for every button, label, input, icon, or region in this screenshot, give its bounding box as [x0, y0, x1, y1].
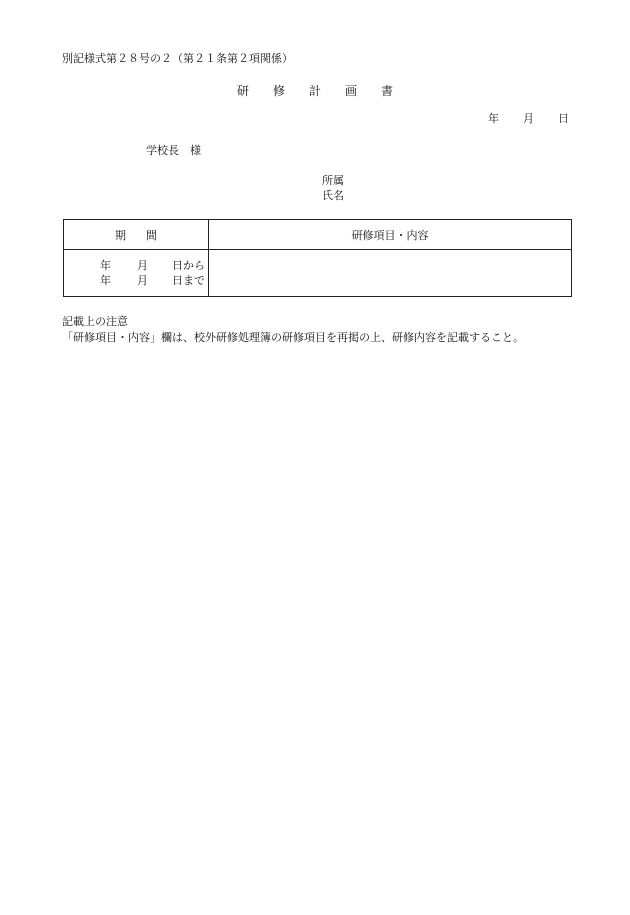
period-from-year: 年: [100, 259, 111, 272]
date-line: [488, 112, 569, 126]
title-char-2: 修: [272, 84, 285, 98]
period-to: [64, 273, 205, 288]
date-day-label: 日: [558, 112, 569, 125]
plan-table: [63, 219, 572, 297]
document-title: [0, 84, 630, 98]
title-char-3: 計: [308, 84, 321, 98]
title-char-4: 画: [345, 84, 358, 98]
addressee: 学校長 様: [146, 144, 201, 157]
date-month-label: 月: [523, 112, 534, 125]
period-from-month: 月: [137, 259, 148, 272]
notes-body: 「研修項目・内容」欄は、校外研修処理簿の研修項目を再掲の上、研修内容を記載すること。: [62, 331, 524, 344]
header-period-part1: 期: [115, 228, 126, 242]
period-cell: [64, 250, 209, 297]
affiliation-label: 所属: [322, 174, 344, 187]
period-from: [64, 258, 205, 273]
period-to-month: 月: [137, 274, 148, 287]
header-period-part2: 間: [146, 228, 157, 242]
period-from-day: 日から: [172, 259, 205, 272]
content-cell: [209, 250, 572, 297]
name-label: 氏名: [322, 189, 344, 202]
table-row: [64, 250, 572, 297]
date-year-label: 年: [488, 112, 499, 125]
notes-title: 記載上の注意: [62, 315, 128, 328]
title-char-5: 書: [381, 84, 394, 98]
form-reference: 別記様式第２８号の２（第２１条第２項関係）: [62, 52, 293, 65]
period-to-day: 日まで: [172, 274, 205, 287]
header-period: [64, 220, 209, 250]
title-char-1: 研: [236, 84, 249, 98]
table-header-row: [64, 220, 572, 250]
period-to-year: 年: [100, 274, 111, 287]
header-content: 研修項目・内容: [209, 220, 572, 250]
